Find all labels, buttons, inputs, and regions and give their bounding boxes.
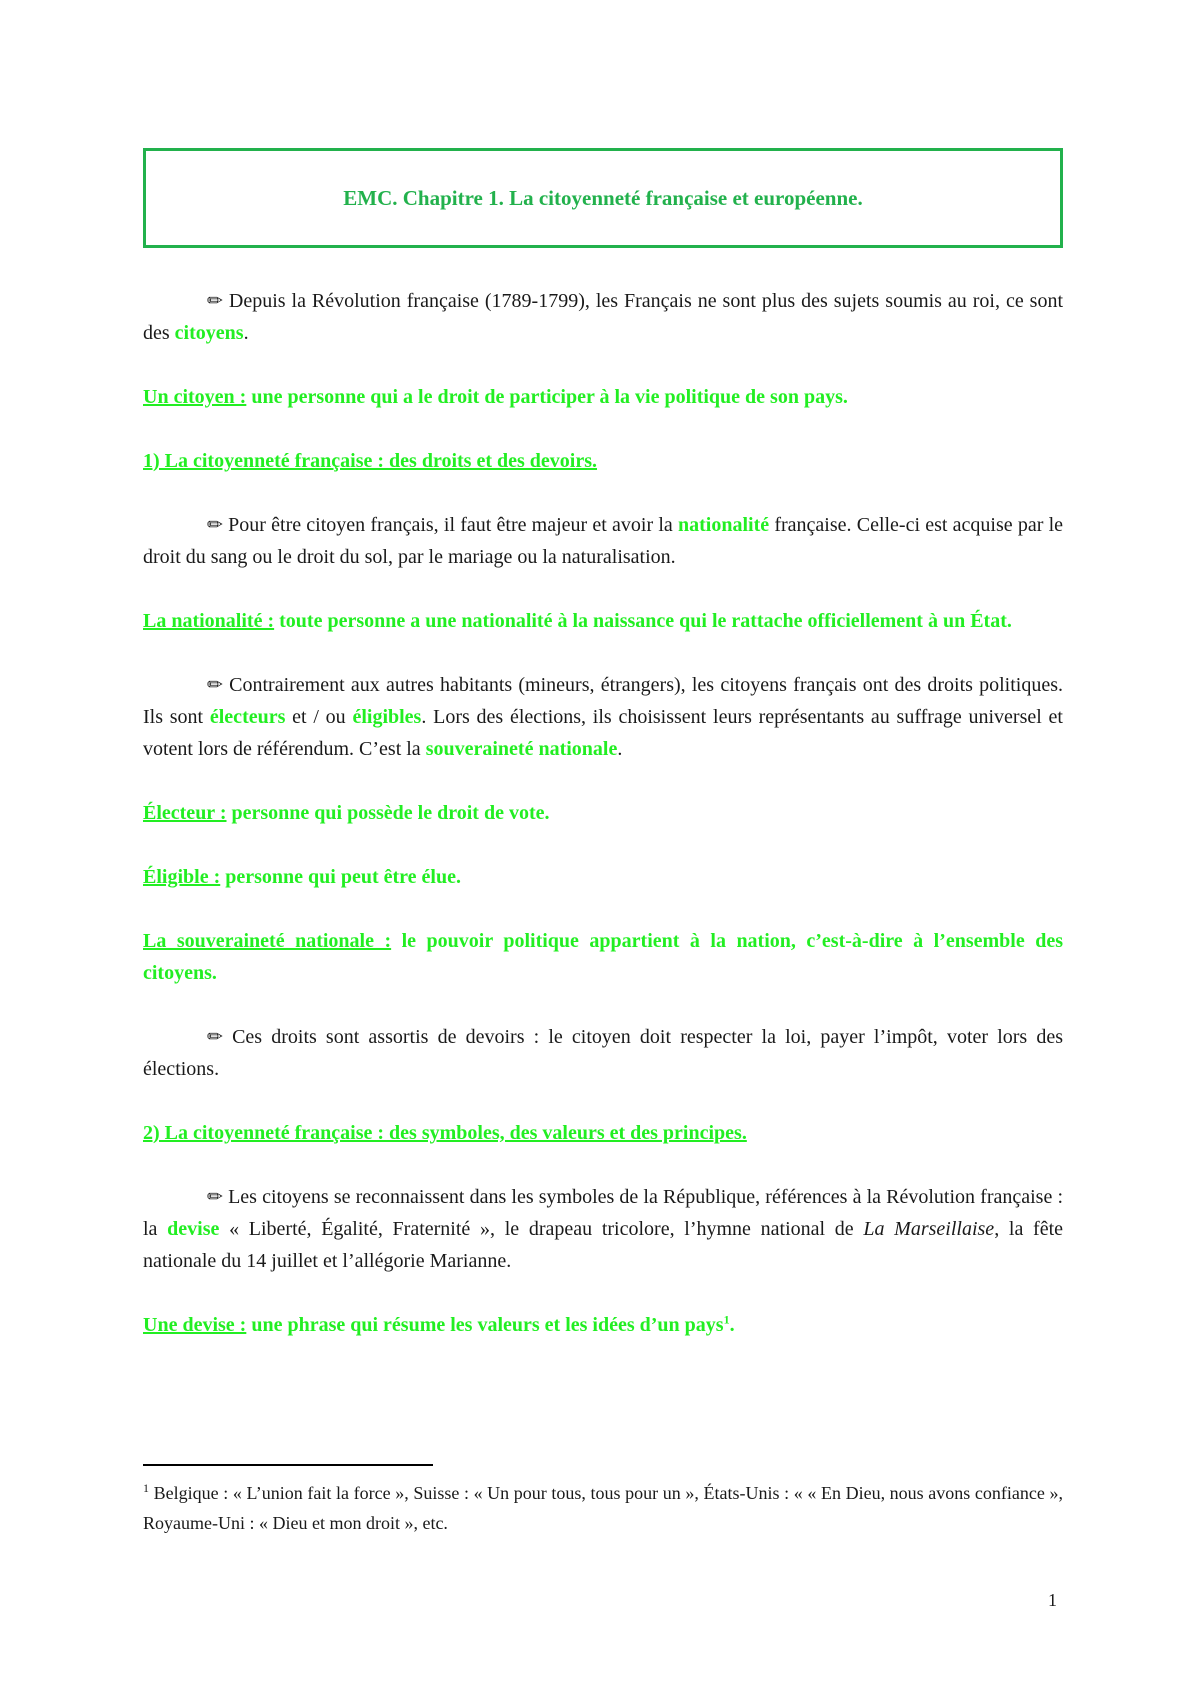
definition-electeur <box>143 797 1063 829</box>
pencil-icon: ✏ <box>207 1026 223 1048</box>
footnote-number: 1 <box>143 1481 149 1495</box>
pencil-icon: ✏ <box>207 514 223 536</box>
definition-citoyen <box>143 381 1063 413</box>
definition-eligible <box>143 861 1063 893</box>
definition-term: La souveraineté nationale : <box>143 930 392 952</box>
keyword-souverainete: souveraineté nationale <box>425 738 618 760</box>
keyword-eligibles: éligibles <box>352 706 422 728</box>
page-number: 1 <box>1048 1590 1057 1610</box>
keyword-citoyens: citoyens <box>174 322 244 344</box>
keyword-nationalite: nationalité <box>678 514 770 536</box>
definition-term: Une devise : <box>143 1314 247 1336</box>
pencil-icon: ✏ <box>207 290 223 312</box>
pencil-icon: ✏ <box>207 674 223 696</box>
footnote: $^1$ Belgique : « L’union fait la force », Suisse : « Un pour tous, tous pour un », États-Unis : « « En Dieu, nous avons confiance », Royaume-Uni : « Dieu et mon droit », etc. <box>143 1481 1063 1533</box>
definition-term: La nationalité : <box>143 610 275 632</box>
definition-term: Éligible : <box>143 866 221 888</box>
footnote-divider <box>143 1464 433 1466</box>
definition-text: une personne qui a le droit de participer à la vie politique de son pays. <box>246 386 848 408</box>
definition-devise: Une devise : une phrase qui résume les valeurs et les idées d’un pays$^1$. <box>143 1312 735 1336</box>
page-title: EMC. Chapitre 1. La citoyenneté française et européenne. <box>343 186 863 210</box>
footnote-reference[interactable]: 1 <box>723 1312 730 1327</box>
section-heading-1: 1) La citoyenneté française : des droits et des devoirs. <box>143 450 598 472</box>
definition-text: toute personne a une nationalité à la naissance qui le rattache officiellement à un État. <box>274 610 1012 632</box>
definition-text: personne qui peut être élue. <box>220 866 461 888</box>
section-heading-2: 2) La citoyenneté française : des symboles, des valeurs et des principes. <box>143 1122 747 1144</box>
definition-text: le pouvoir politique appartient à la nation, c’est-à-dire à l’ensemble des citoyens. <box>143 930 1063 984</box>
definition-nationalite <box>143 605 1063 637</box>
definition-term: Un citoyen : <box>143 386 247 408</box>
paragraph-devoirs: ✏ Ces droits sont assortis de devoirs : le citoyen doit respecter la loi, payer l’impôt, voter lors des élections. <box>143 1026 1064 1080</box>
definition-text: personne qui possède le droit de vote. <box>226 802 550 824</box>
definition-souverainete <box>143 925 1063 989</box>
definition-term: Électeur : <box>143 802 227 824</box>
title-box <box>143 148 1063 248</box>
definition-text: une phrase qui résume les valeurs et les idées d’un pays <box>246 1314 724 1336</box>
paragraph-symboles: ✏ Les citoyens se reconnaissent dans les symboles de la République, références à la Révolution française : la devise « Liberté, Égalité, Fraternité », le drapeau tricolore, l’hymne national de La Marseillaise, la fête nationale du 14 juillet et l’allégorie Marianne. <box>143 1186 1064 1272</box>
paragraph-droits-politiques: ✏ Contrairement aux autres habitants (mineurs, étrangers), les citoyens français ont des droits politiques. Ils sont électeurs et / ou éligibles. Lors des élections, ils choisissent leurs représentants au suffrage universel et votent lors de référendum. C’est la souveraineté nationale. <box>143 674 1064 760</box>
pencil-icon: ✏ <box>207 1186 223 1208</box>
paragraph-citoyens: ✏ Depuis la Révolution française (1789-1799), les Français ne sont plus des sujets soumis au roi, ce sont des citoyens. <box>143 290 1063 344</box>
document-body <box>143 285 1063 1341</box>
keyword-electeurs: électeurs <box>209 706 286 728</box>
italic-marseillaise: La Marseillaise <box>863 1218 995 1240</box>
paragraph-nationalite: ✏ Pour être citoyen français, il faut être majeur et avoir la nationalité française. Celle-ci est acquise par le droit du sang ou le droit du sol, par le mariage ou la naturalisation. <box>143 514 1064 568</box>
keyword-devise: devise <box>167 1218 220 1240</box>
